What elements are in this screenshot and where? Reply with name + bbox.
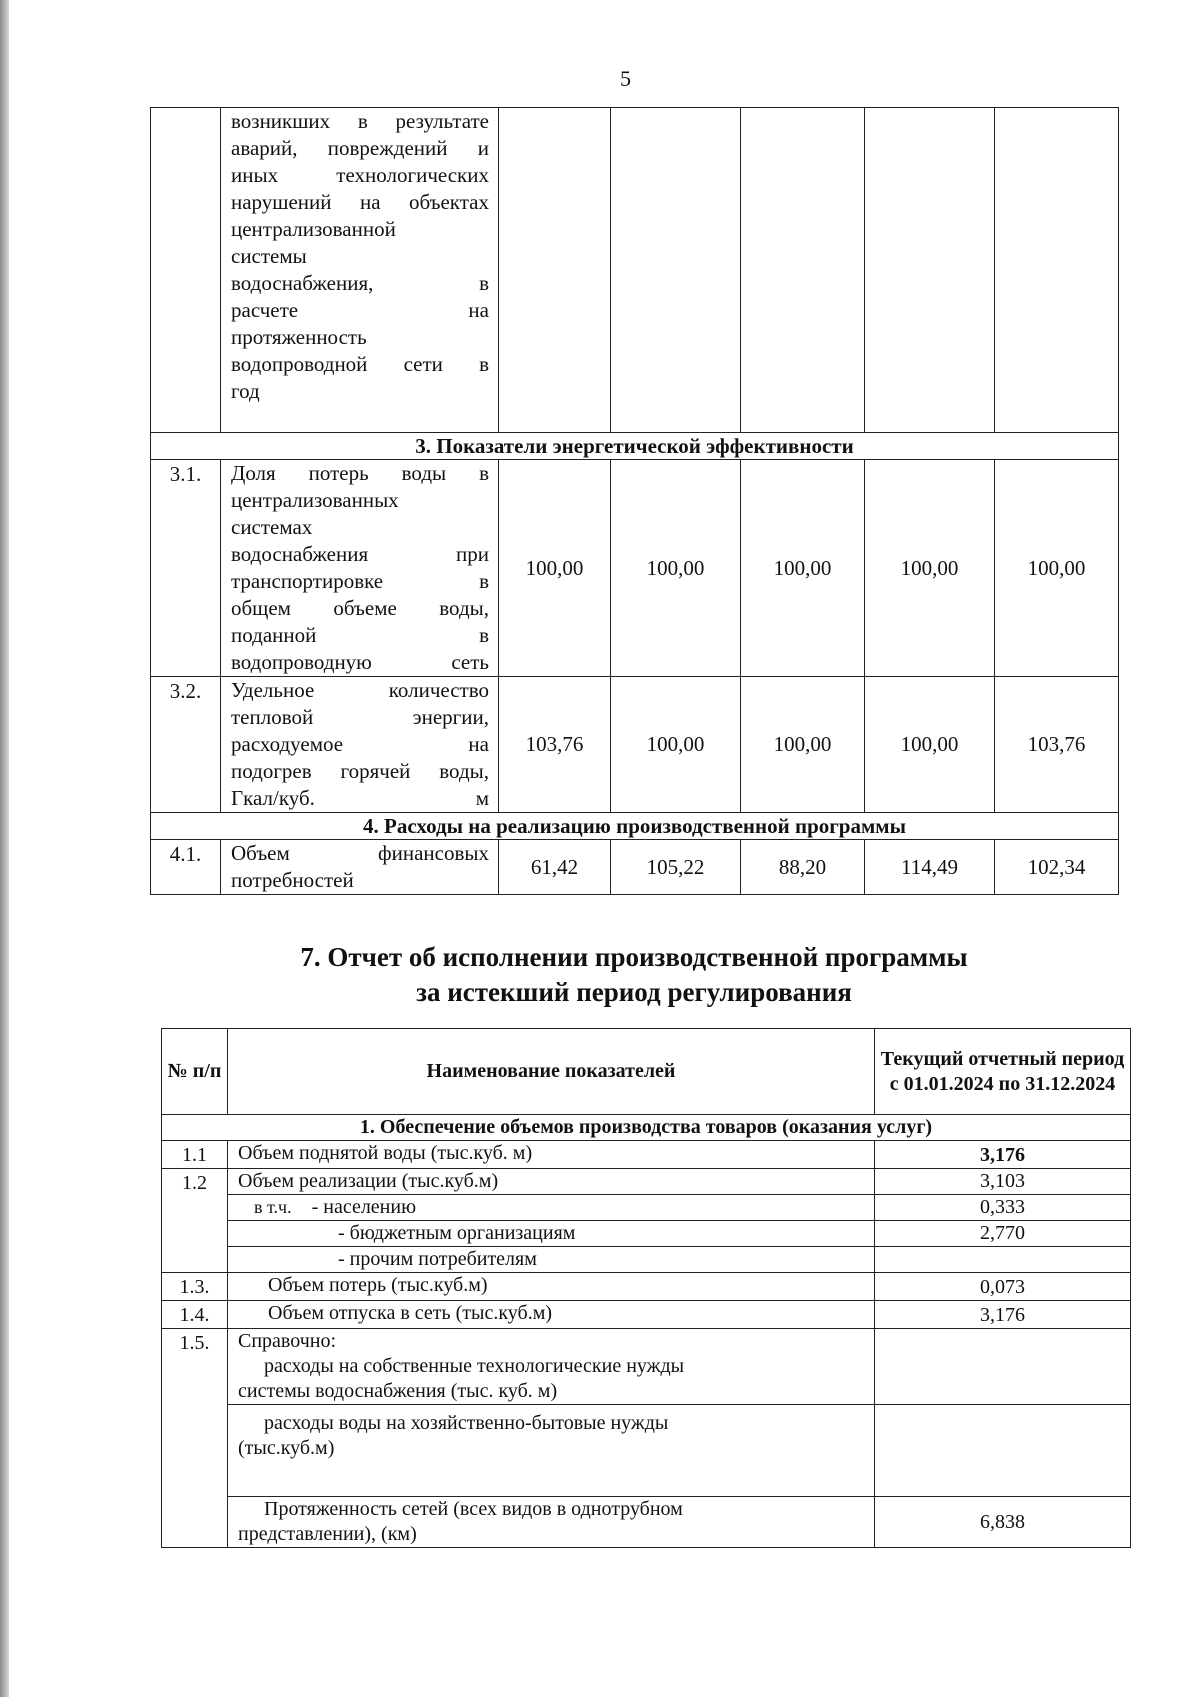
section-title: 1. Обеспечение объемов производства товаров (оказания услуг) [162, 1115, 1131, 1141]
row-label: Объем реализации (тыс.куб.м) [228, 1169, 875, 1195]
desc-line: год [231, 379, 260, 403]
desc-line: системы [231, 244, 307, 268]
row-label-prefix: в т.ч. [254, 1197, 292, 1217]
row-label-line: расходы воды на хозяйственно-бытовые нужды [264, 1412, 669, 1434]
row-index: 1.3. [162, 1273, 228, 1301]
row-index: 3.1. [151, 460, 221, 677]
row-value [875, 1329, 1131, 1405]
value-cell: 100,00 [499, 460, 611, 677]
value-cell: 100,00 [741, 460, 865, 677]
section-title: 4. Расходы на реализацию производственной программы [151, 813, 1119, 840]
table-row [162, 1169, 1131, 1195]
row-label: - бюджетным организациям [228, 1221, 875, 1247]
col-header-number: № п/п [162, 1029, 228, 1115]
value-cell: 88,20 [741, 840, 865, 895]
desc-line: потребностей [231, 868, 354, 892]
value-cell: 100,00 [995, 460, 1119, 677]
table-row [162, 1497, 1131, 1548]
row-index: 3.2. [151, 677, 221, 813]
value-cell: 102,34 [995, 840, 1119, 895]
value-cell: 103,76 [995, 677, 1119, 813]
desc-line: общем объеме воды, [231, 596, 489, 620]
heading-line-2: за истекший период регулирования [416, 977, 852, 1007]
value-cell: 114,49 [865, 840, 995, 895]
value-cell: 103,76 [499, 677, 611, 813]
row-label [228, 1497, 875, 1548]
row-index: 1.5. [162, 1329, 228, 1548]
row-value: 0,073 [875, 1273, 1131, 1301]
value-cell: 100,00 [611, 677, 741, 813]
row-label: Объем отпуска в сеть (тыс.куб.м) [228, 1301, 875, 1329]
value-cell: 100,00 [865, 677, 995, 813]
page-number: 5 [620, 66, 631, 91]
table-row [151, 108, 1119, 433]
table-row [151, 460, 1119, 677]
desc-line: нарушений на объектах [231, 190, 489, 214]
row-label-line: системы водоснабжения (тыс. куб. м) [238, 1380, 558, 1402]
row-label [228, 1195, 875, 1221]
value-cell: 100,00 [611, 460, 741, 677]
row-label: Объем потерь (тыс.куб.м) [228, 1273, 875, 1301]
heading-line-1: 7. Отчет об исполнении производственной программы [300, 942, 968, 972]
table-row [162, 1329, 1131, 1405]
indicators-table [150, 107, 1119, 895]
desc-line: водоснабжения при [231, 542, 489, 566]
desc-line: водопроводную сеть [231, 650, 489, 674]
desc-line: Объем финансовых [231, 841, 489, 865]
desc-line: поданной в [231, 623, 489, 647]
desc-line: водопроводной сети в [231, 352, 489, 376]
value-cell: 100,00 [741, 677, 865, 813]
table-row [162, 1141, 1131, 1169]
row-index: 4.1. [151, 840, 221, 895]
row-label-line: расходы на собственные технологические нужды [264, 1355, 685, 1377]
continuation-description [221, 108, 499, 433]
row-value: 3,176 [875, 1141, 1131, 1169]
desc-line: Удельное количество [231, 678, 489, 702]
index-cell [151, 108, 221, 433]
desc-line: аварий, повреждений и [231, 136, 489, 160]
table-row [151, 677, 1119, 813]
row-value [875, 1247, 1131, 1273]
header-row [162, 1029, 1131, 1115]
desc-line: централизованной [231, 217, 396, 241]
row-label-line: Справочно: [238, 1330, 337, 1352]
desc-line: возникших в результате [231, 109, 489, 133]
row-index: 1.1 [162, 1141, 228, 1169]
row-label-text: - населению [311, 1196, 417, 1218]
table-row [162, 1247, 1131, 1273]
desc-line: расчете на [231, 298, 489, 322]
table-row [162, 1221, 1131, 1247]
section-title: 3. Показатели энергетической эффективности [151, 433, 1119, 460]
row-label [228, 1405, 875, 1497]
section-heading [150, 940, 1118, 1010]
desc-line: иных технологических [231, 163, 489, 187]
desc-line: расходуемое на [231, 732, 489, 756]
row-index: 1.4. [162, 1301, 228, 1329]
table-row [162, 1405, 1131, 1497]
row-value: 6,838 [875, 1497, 1131, 1548]
value-cell: 105,22 [611, 840, 741, 895]
row-label: Объем поднятой воды (тыс.куб. м) [228, 1141, 875, 1169]
row-label-line: представлении), (км) [238, 1523, 417, 1545]
row-label-line: Протяженность сетей (всех видов в однотрубном [264, 1498, 683, 1520]
row-label [228, 1329, 875, 1405]
row-description [221, 460, 499, 677]
section-row [162, 1115, 1131, 1141]
desc-line: водоснабжения, в [231, 271, 489, 295]
report-table [161, 1028, 1131, 1548]
desc-line: централизованных [231, 488, 399, 512]
row-value: 3,176 [875, 1301, 1131, 1329]
row-value: 0,333 [875, 1195, 1131, 1221]
desc-line: подогрев горячей воды, [231, 759, 489, 783]
row-label: - прочим потребителям [228, 1247, 875, 1273]
desc-line: тепловой энергии, [231, 705, 489, 729]
desc-line: системах [231, 515, 313, 539]
col-header-period: Текущий отчетный период с 01.01.2024 по 31.12.2024 [875, 1029, 1131, 1115]
value-cell: 61,42 [499, 840, 611, 895]
row-description [221, 840, 499, 895]
row-index: 1.2 [162, 1169, 228, 1273]
table-row [162, 1273, 1131, 1301]
row-value [875, 1405, 1131, 1497]
row-value: 2,770 [875, 1221, 1131, 1247]
desc-line: транспортировке в [231, 569, 489, 593]
section-row [151, 433, 1119, 460]
table-row [151, 840, 1119, 895]
section-row [151, 813, 1119, 840]
table-row [162, 1195, 1131, 1221]
desc-line: протяженность [231, 325, 367, 349]
col-header-name: Наименование показателей [228, 1029, 875, 1115]
row-label-line: (тыс.куб.м) [238, 1437, 335, 1459]
desc-line: Доля потерь воды в [231, 461, 489, 485]
row-description [221, 677, 499, 813]
row-value: 3,103 [875, 1169, 1131, 1195]
value-cell: 100,00 [865, 460, 995, 677]
scan-edge [0, 0, 9, 1697]
desc-line: Гкал/куб. м [231, 786, 489, 810]
table-row [162, 1301, 1131, 1329]
